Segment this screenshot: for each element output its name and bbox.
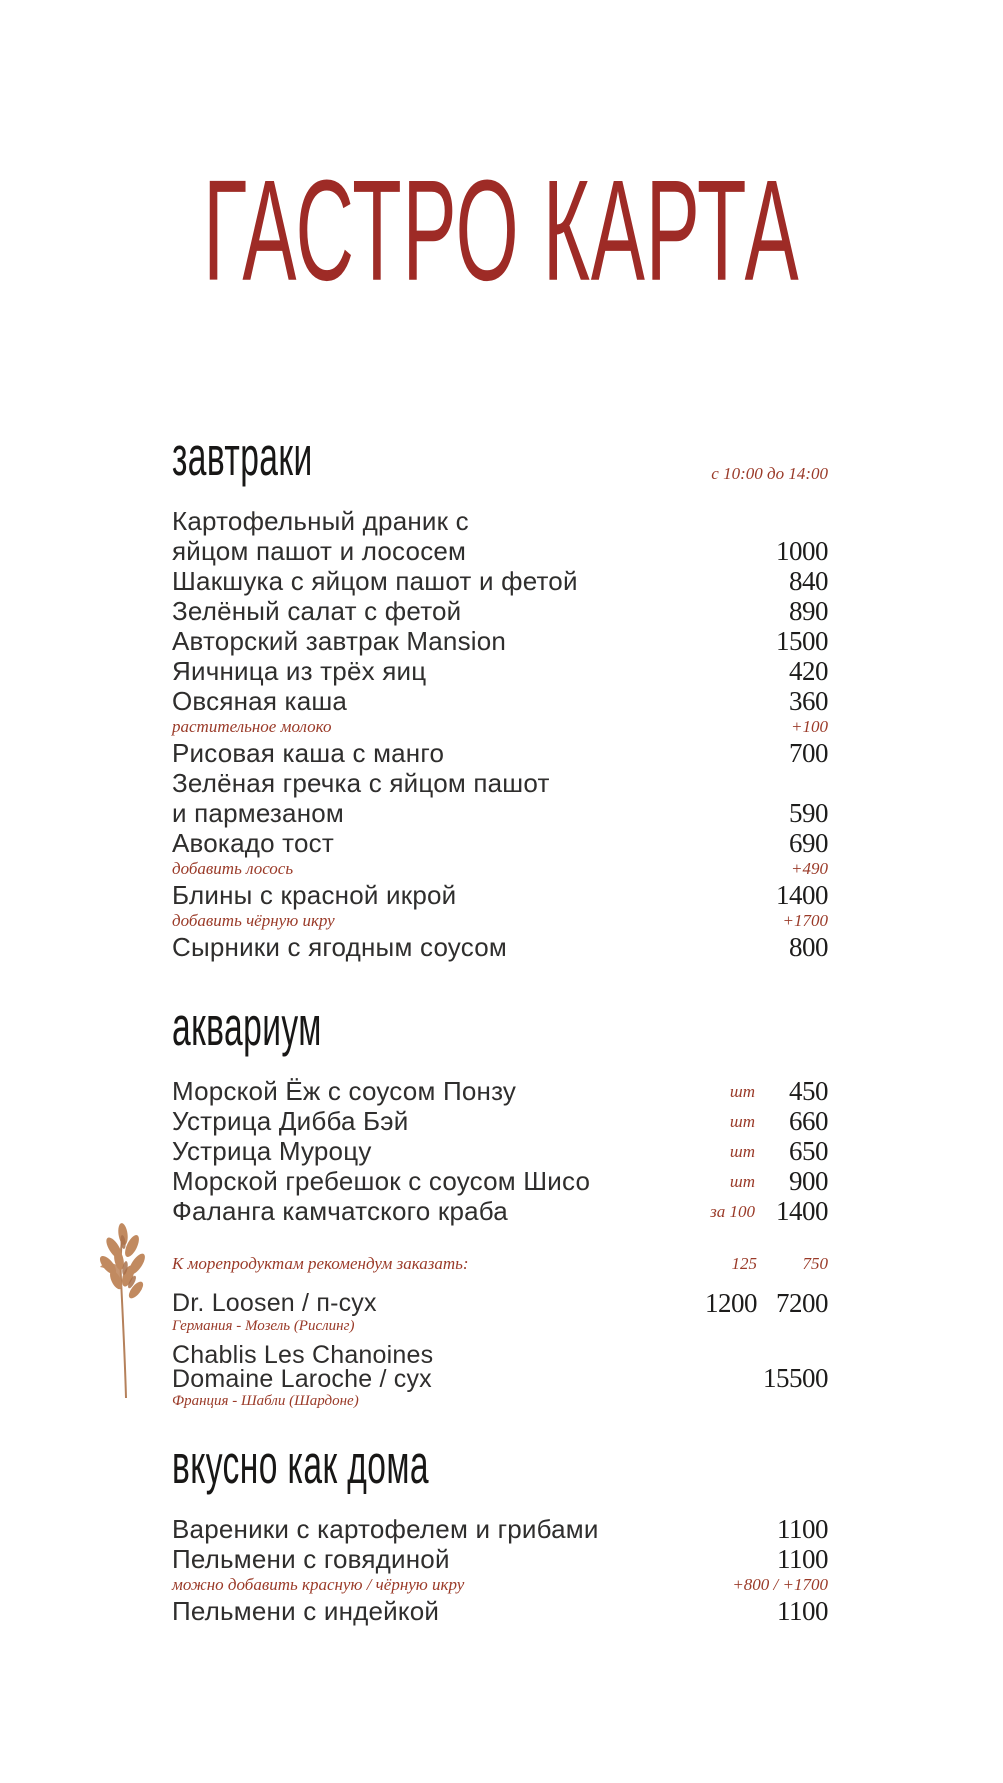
item-note bbox=[172, 910, 828, 932]
aquarium-items bbox=[172, 1076, 828, 1226]
item-price: 1400 bbox=[776, 1196, 828, 1226]
item-price: 420 bbox=[789, 656, 828, 686]
section-title-breakfast: завтраки bbox=[172, 425, 313, 487]
menu-item: Блины с красной икрой 1400 bbox=[172, 880, 828, 910]
note-text: добавить лосось bbox=[172, 859, 294, 878]
menu-item: Пельмени с говядиной 1100 bbox=[172, 1544, 828, 1574]
item-price: 360 bbox=[789, 686, 828, 716]
wine-price-750: 7200 bbox=[776, 1288, 828, 1318]
menu-item: Морской гребешок с соусом Шисо шт 900 bbox=[172, 1166, 828, 1196]
wine-volume-125: 125 bbox=[731, 1254, 757, 1273]
menu-item: Морской Ёж с соусом Понзу шт 450 bbox=[172, 1076, 828, 1106]
wine-name: Chablis Les Chanoines Domaine Laroche / сух bbox=[172, 1341, 434, 1393]
menu-item: Рисовая каша с манго 700 bbox=[172, 738, 828, 768]
item-unit: шт bbox=[729, 1142, 755, 1161]
item-price: 700 bbox=[789, 738, 828, 768]
item-price: 690 bbox=[789, 828, 828, 858]
section-title-home: вкусно как дома bbox=[172, 1433, 429, 1495]
item-price: 900 bbox=[789, 1166, 828, 1196]
dried-grass-sprig-icon bbox=[92, 1220, 154, 1400]
menu-item: Авокадо тост 690 bbox=[172, 828, 828, 858]
menu-item: Шакшука с яйцом пашот и фетой 840 bbox=[172, 566, 828, 596]
item-price: 800 bbox=[789, 932, 828, 962]
item-unit: шт bbox=[729, 1082, 755, 1101]
item-price: 1100 bbox=[777, 1596, 828, 1626]
item-price: 1400 bbox=[776, 880, 828, 910]
menu bbox=[172, 425, 828, 1626]
item-price: 1100 bbox=[777, 1544, 828, 1574]
item-name: Картофельный драник с яйцом пашот и лососем bbox=[172, 506, 469, 566]
note-text: добавить чёрную икру bbox=[172, 911, 335, 930]
menu-item: Яичница из трёх яиц 420 bbox=[172, 656, 828, 686]
wine-origin: Франция - Шабли (Шардоне) bbox=[172, 1393, 359, 1409]
menu-item: Авторский завтрак Mansion 1500 bbox=[172, 626, 828, 656]
page-header bbox=[0, 150, 1003, 312]
wine-origin: Германия - Мозель (Рислинг) bbox=[172, 1318, 355, 1334]
item-note bbox=[172, 1574, 828, 1596]
note-text: можно добавить красную / чёрную икру bbox=[172, 1575, 465, 1594]
wine-item: Dr. Loosen / п-сух 1200 7200 Германия - Мозель (Рислинг) bbox=[172, 1288, 828, 1334]
wine-volume-750: 750 bbox=[802, 1254, 828, 1273]
item-price: 650 bbox=[789, 1136, 828, 1166]
item-price: 840 bbox=[789, 566, 828, 596]
item-price: 450 bbox=[789, 1076, 828, 1106]
menu-item: Вареники с картофелем и грибами 1100 bbox=[172, 1514, 828, 1544]
section-header-home bbox=[172, 1433, 828, 1496]
item-unit: шт bbox=[729, 1112, 755, 1131]
section-title-aquarium: аквариум bbox=[172, 995, 322, 1057]
wine-item bbox=[172, 1343, 828, 1410]
item-price: 1500 bbox=[776, 626, 828, 656]
note-text: растительное молоко bbox=[172, 717, 332, 736]
menu-item bbox=[172, 506, 828, 566]
menu-item: Зелёный салат с фетой 890 bbox=[172, 596, 828, 626]
item-price: 590 bbox=[789, 798, 828, 828]
note-price: +100 bbox=[791, 717, 828, 736]
menu-item: Фаланга камчатского краба за 100 1400 bbox=[172, 1196, 828, 1226]
item-price: 890 bbox=[789, 596, 828, 626]
item-note bbox=[172, 858, 828, 880]
menu-item: Устрица Дибба Бэй шт 660 bbox=[172, 1106, 828, 1136]
menu-item: Сырники с ягодным соусом 800 bbox=[172, 932, 828, 962]
wine-reco-label: К морепродуктам рекомендум заказать: bbox=[172, 1254, 469, 1273]
wine-reco-header bbox=[172, 1254, 828, 1274]
menu-item bbox=[172, 768, 828, 828]
item-name: Зелёная гречка с яйцом пашот и пармезаном bbox=[172, 768, 550, 828]
item-price: 1100 bbox=[777, 1514, 828, 1544]
note-price: +490 bbox=[791, 859, 828, 878]
breakfast-items bbox=[172, 506, 828, 962]
menu-item: Устрица Муроцу шт 650 bbox=[172, 1136, 828, 1166]
item-unit: за 100 bbox=[710, 1202, 755, 1221]
item-price: 660 bbox=[789, 1106, 828, 1136]
note-price: +800 / +1700 bbox=[732, 1575, 828, 1594]
menu-item: Овсяная каша 360 bbox=[172, 686, 828, 716]
wine-price-125: 1200 bbox=[705, 1288, 757, 1318]
note-price: +1700 bbox=[782, 911, 828, 930]
item-unit: шт bbox=[729, 1172, 755, 1191]
breakfast-hours: с 10:00 до 14:00 bbox=[711, 464, 828, 483]
section-header-aquarium bbox=[172, 995, 828, 1058]
item-note bbox=[172, 716, 828, 738]
wine-price-750: 15500 bbox=[763, 1363, 828, 1393]
home-items bbox=[172, 1514, 828, 1626]
item-price: 1000 bbox=[776, 536, 828, 566]
section-header-breakfast bbox=[172, 425, 828, 488]
menu-item: Пельмени с индейкой 1100 bbox=[172, 1596, 828, 1626]
page-title: ГАСТРО КАРТА bbox=[203, 151, 800, 312]
